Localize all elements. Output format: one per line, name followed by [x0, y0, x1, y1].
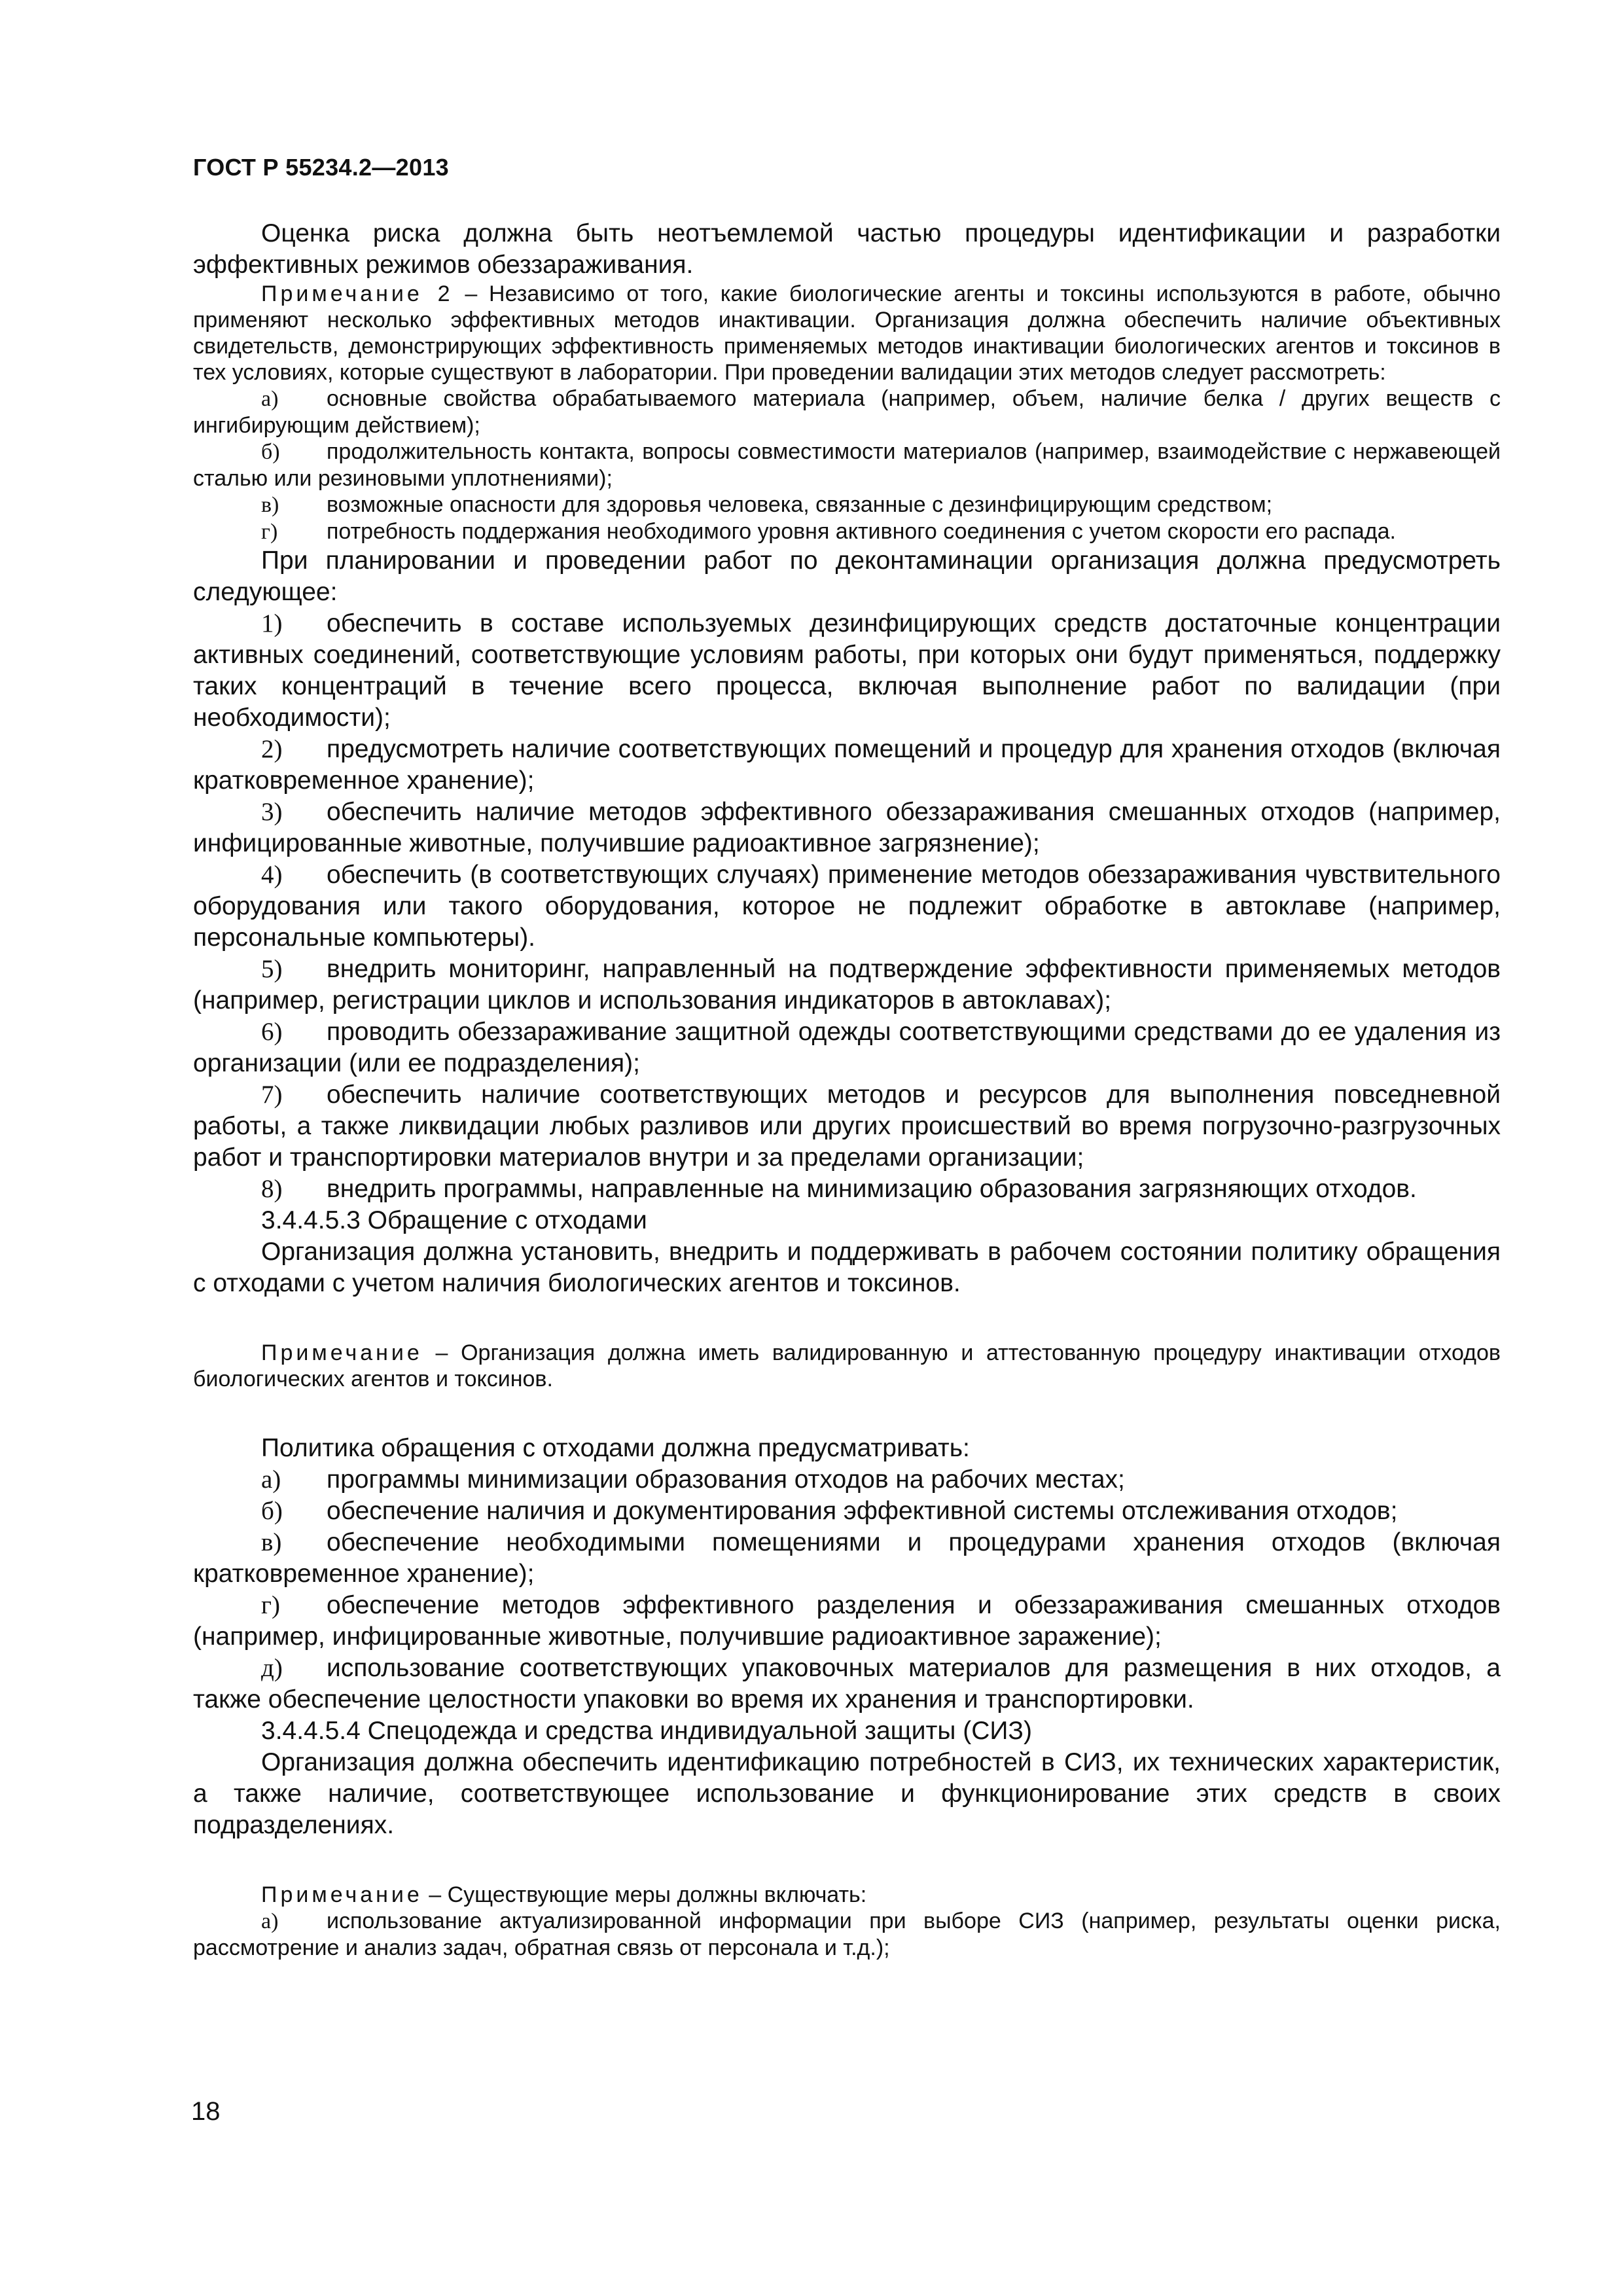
numbered-item: 3) обеспечить наличие методов эффективного обеззараживания смешанных отходов (например, инфицированные животные, получившие радиоактивное загрязнение);	[193, 798, 1501, 857]
spacer	[193, 1841, 1501, 1882]
note-2-item: г) потребность поддержания необходимого уровня активного соединения с учетом скорости его распада.	[261, 519, 1396, 544]
lettered-item: г) обеспечение методов эффективного разделения и обеззараживания смешанных отходов (например, инфицированные животные, получившие радиоактивное заражение);	[193, 1591, 1501, 1651]
numbered-item: 4) обеспечить (в соответствующих случаях) применение методов обеззараживания чувствительного оборудования или такого оборудования, которое не подлежит обработке в автоклаве (например, персональные компьютеры).	[193, 861, 1501, 952]
paragraph-risk-assessment: Оценка риска должна быть неотъемлемой частью процедуры идентификации и разработки эффективных режимов обеззараживания.	[193, 219, 1501, 279]
numbered-item: 2) предусмотреть наличие соответствующих помещений и процедур для хранения отходов (включая кратковременное хранение);	[193, 735, 1501, 795]
numbered-item: 6) проводить обеззараживание защитной одежды соответствующими средствами до ее удаления из организации (или ее подразделения);	[193, 1018, 1501, 1077]
note-3	[193, 1340, 1501, 1392]
paragraph-waste-policy: Организация должна установить, внедрить и поддерживать в рабочем состоянии политику обращения с отходами с учетом наличия биологических агентов и токсинов.	[193, 1238, 1501, 1297]
document-body	[193, 218, 1501, 1961]
lettered-item: д) использование соответствующих упаковочных материалов для размещения в них отходов, а также обеспечение целостности упаковки во время их хранения и транспортировки.	[193, 1654, 1501, 1713]
section-heading-ppe: 3.4.4.5.4 Спецодежда и средства индивидуальной защиты (СИЗ)	[261, 1717, 1032, 1745]
spacer	[193, 1392, 1501, 1433]
note-4-text: – Существующие меры должны включать:	[422, 1882, 867, 1907]
paragraph-ppe: Организация должна обеспечить идентификацию потребностей в СИЗ, их технических характеристик, а также наличие, соответствующее использование и функционирование этих средств в своих подразделениях.	[193, 1748, 1501, 1839]
numbered-item: 7) обеспечить наличие соответствующих методов и ресурсов для выполнения повседневной работы, а также ликвидации любых разливов или других происшествий во время погрузочно-разгрузочных работ и транспортировки материалов внутри и за пределами организации;	[193, 1081, 1501, 1172]
note-3-text: – Организация должна иметь валидированную и аттестованную процедуру инактивации отходов биологических агентов и токсинов.	[193, 1340, 1501, 1391]
note-4-item: а) использование актуализированной информации при выборе СИЗ (например, результаты оценки риска, рассмотрение и анализ задач, обратная связь от персонала и т.д.);	[193, 1909, 1501, 1960]
note-2-item: б) продолжительность контакта, вопросы совместимости материалов (например, взаимодействие с нержавеющей сталью или резиновыми уплотнениями);	[193, 439, 1501, 491]
lettered-item: а) программы минимизации образования отходов на рабочих местах;	[261, 1465, 1125, 1494]
lettered-item: в) обеспечение необходимыми помещениями и процедурами хранения отходов (включая кратковременное хранение);	[193, 1528, 1501, 1588]
note-3-prefix: Примечание	[261, 1340, 423, 1365]
numbered-item: 5) внедрить мониторинг, направленный на подтверждение эффективности применяемых методов (например, регистрации циклов и использования индикаторов в автоклавах);	[193, 955, 1501, 1014]
paragraph-waste-provisions: Политика обращения с отходами должна предусматривать:	[261, 1434, 970, 1462]
note-4-prefix: Примечание	[261, 1882, 423, 1907]
spacer	[193, 1299, 1501, 1340]
note-2-text: – Независимо от того, какие биологические агенты и токсины используются в работе, обычно применяют несколько эффективных методов инактивации. Организация должна обеспечить наличие объективных свидетельств, демонстрирующих эффективность применяемых методов инактивации биологических агентов и токсинов в тех условиях, которые существуют в лаборатории. При проведении валидации этих методов следует рассмотреть:	[193, 281, 1501, 385]
numbered-item: 8) внедрить программы, направленные на минимизацию образования загрязняющих отходов.	[261, 1175, 1417, 1203]
paragraph-decontamination: При планировании и проведении работ по деконтаминации организация должна предусмотреть следующее:	[193, 547, 1501, 606]
note-2-item: в) возможные опасности для здоровья человека, связанные с дезинфицирующим средством;	[261, 492, 1273, 517]
lettered-item: б) обеспечение наличия и документирования эффективной системы отслеживания отходов;	[261, 1497, 1398, 1525]
note-2-item: а) основные свойства обрабатываемого материала (например, объем, наличие белка / других веществ с ингибирующим действием);	[193, 386, 1501, 438]
section-heading-waste: 3.4.4.5.3 Обращение с отходами	[261, 1206, 647, 1234]
page-number: 18	[191, 2097, 221, 2126]
note-2-prefix: Примечание 2	[261, 281, 454, 306]
numbered-item: 1) обеспечить в составе используемых дезинфицирующих средств достаточные концентрации активных соединений, соответствующие условиям работы, при которых они будут применяться, поддержку таких концентраций в течение всего процесса, включая выполнение работ по валидации (при необходимости);	[193, 609, 1501, 732]
note-2	[193, 281, 1501, 386]
note-4	[193, 1882, 1501, 1908]
document-header: ГОСТ Р 55234.2—2013	[193, 154, 449, 181]
